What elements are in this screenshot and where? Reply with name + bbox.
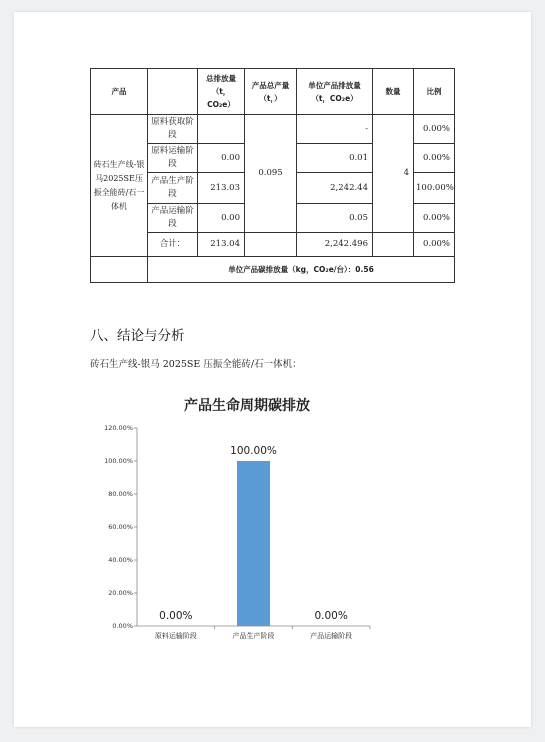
footer-spacer-cell <box>91 257 148 283</box>
stage-cell: 原料获取阶段 <box>148 115 198 144</box>
stage-cell: 原料运输阶段 <box>148 144 198 173</box>
total-emission-cell: 0.00 <box>198 204 245 233</box>
chart-title: 产品生命周期碳排放 <box>184 398 310 414</box>
section-title: 八、结论与分析 <box>90 328 185 344</box>
unit-emission-cell: - <box>297 115 373 144</box>
sum-unit-cell: 2,242.496 <box>297 233 373 257</box>
total-output-cell: 0.095 <box>245 115 297 233</box>
carbon-emission-table <box>90 68 455 283</box>
sum-quantity-cell <box>373 233 414 257</box>
total-emission-cell <box>198 115 245 144</box>
table-footer-row <box>91 257 455 283</box>
quantity-cell: 4 <box>373 115 414 233</box>
sum-total-cell: 213.04 <box>198 233 245 257</box>
header-product: 产品 <box>91 69 148 115</box>
ratio-cell: 0.00% <box>414 115 455 144</box>
ratio-cell: 0.00% <box>414 204 455 233</box>
header-unit-emission: 单位产品排放量（t，CO₂e） <box>297 69 373 115</box>
table-row <box>91 115 455 144</box>
y-tick-label: 20.00% <box>108 589 133 598</box>
unit-carbon-footer: 单位产品碳排放量（kg，CO₂e/台）：0.56 <box>148 257 455 283</box>
data-label: 100.00% <box>230 445 277 457</box>
ratio-cell: 0.00% <box>414 144 455 173</box>
y-tick-label: 80.00% <box>108 490 133 499</box>
ratio-cell: 100.00% <box>414 173 455 204</box>
header-blank <box>148 69 198 115</box>
y-tick-label: 60.00% <box>108 523 133 532</box>
chart-svg <box>90 384 380 652</box>
total-emission-cell: 213.03 <box>198 173 245 204</box>
unit-emission-cell: 2,242.44 <box>297 173 373 204</box>
total-emission-cell: 0.00 <box>198 144 245 173</box>
table-header-row <box>91 69 455 115</box>
category-label: 产品运输阶段 <box>310 632 353 640</box>
sum-ratio-cell: 0.00% <box>414 233 455 257</box>
y-tick-label: 100.00% <box>104 457 133 466</box>
product-name-cell: 砖石生产线-银马2025SE压振全能砖/石一体机 <box>91 115 148 257</box>
header-ratio: 比例 <box>414 69 455 115</box>
header-total-output: 产品总产量（t，） <box>245 69 297 115</box>
header-total-emission: 总排放量（t，CO₂e） <box>198 69 245 115</box>
header-quantity: 数量 <box>373 69 414 115</box>
y-tick-label: 0.00% <box>112 622 133 631</box>
document-page <box>14 12 531 727</box>
y-tick-label: 120.00% <box>104 424 133 433</box>
stage-cell: 产品运输阶段 <box>148 204 198 233</box>
sum-output-cell <box>245 233 297 257</box>
data-label: 0.00% <box>159 610 193 622</box>
section-description: 砖石生产线-银马 2025SE 压振全能砖/石一体机： <box>90 359 302 370</box>
unit-emission-cell: 0.05 <box>297 204 373 233</box>
lifecycle-chart <box>90 384 380 652</box>
bar <box>237 461 270 626</box>
stage-cell: 产品生产阶段 <box>148 173 198 204</box>
unit-emission-cell: 0.01 <box>297 144 373 173</box>
sum-label-cell: 合计： <box>148 233 198 257</box>
y-tick-label: 40.00% <box>108 556 133 565</box>
category-label: 原料运输阶段 <box>154 632 197 640</box>
category-label: 产品生产阶段 <box>232 632 275 640</box>
data-label: 0.00% <box>314 610 348 622</box>
